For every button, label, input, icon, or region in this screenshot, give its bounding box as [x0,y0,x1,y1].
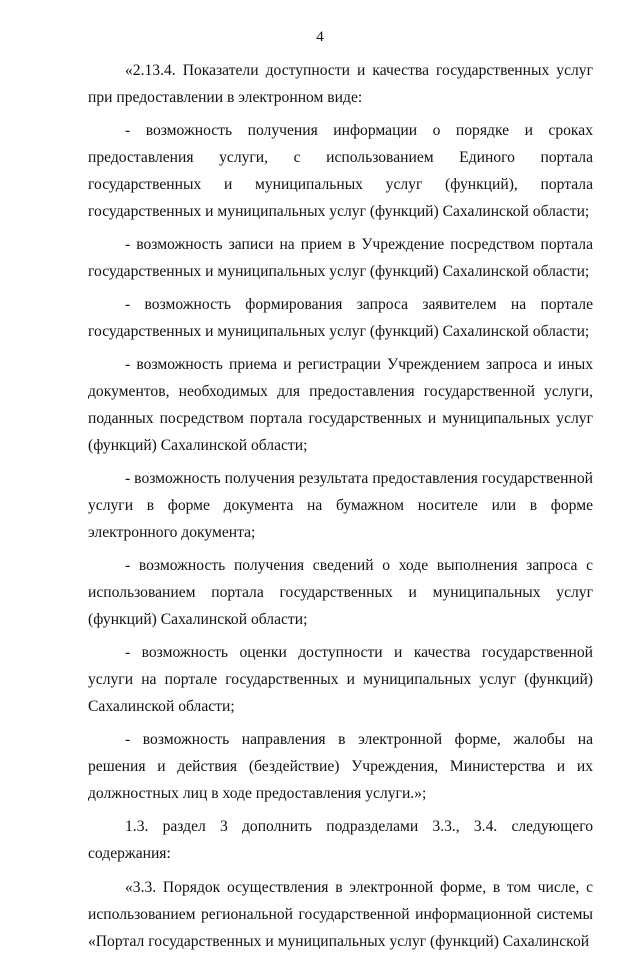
paragraph-request-registration: - возможность приема и регистрации Учреждением запроса и иных документов, необходимых для предоставления государственной услуги, поданных посредством портала государственных и муниципальных услуг (функций) Сахалинской области; [88,356,593,454]
paragraph-result-obtaining: - возможность получения результата предоставления государственной услуги в форме документа на бумажном носителе или в форме электронного документа; [88,470,593,541]
paragraph-info-procedure: - возможность получения информации о порядке и сроках предоставления услуги, с использованием Единого портала государственных и муниципальных услуг (функций), портала государственных и муниципальных услуг (функций) Сахалинской области; [88,122,593,220]
paragraph-request-forming: - возможность формирования запроса заявителем на портале государственных и муниципальных услуг (функций) Сахалинской области; [88,296,593,340]
paragraph-complaint-filing: - возможность направления в электронной форме, жалобы на решения и действия (бездействие) Учреждения, Министерства и их должностных лиц в ходе предоставления услуги.»; [88,731,593,802]
paragraph-request-status: - возможность получения сведений о ходе выполнения запроса с использованием портала государственных и муниципальных услуг (функций) Сахалинской области; [88,557,593,628]
paragraph-appointment-booking: - возможность записи на прием в Учреждение посредством портала государственных и муниципальных услуг (функций) Сахалинской области; [88,236,593,280]
page-number: 4 [316,29,324,45]
paragraph-section-1-3: 1.3. раздел 3 дополнить подразделами 3.3., 3.4. следующего содержания: [88,818,593,862]
paragraph-quality-evaluation: - возможность оценки доступности и качества государственной услуги на портале государственных и муниципальных услуг (функций) Сахалинской области; [88,644,593,715]
paragraph-2-13-4-heading: «2.13.4. Показатели доступности и качества государственных услуг при предоставлении в электронном виде: [88,62,593,106]
paragraph-3-3-heading: «3.3. Порядок осуществления в электронной форме, в том числе, с использованием региональной государственной информационной системы «Портал государственных и муниципальных услуг (функций) Сахалинской [88,879,593,950]
document-body [88,57,593,961]
